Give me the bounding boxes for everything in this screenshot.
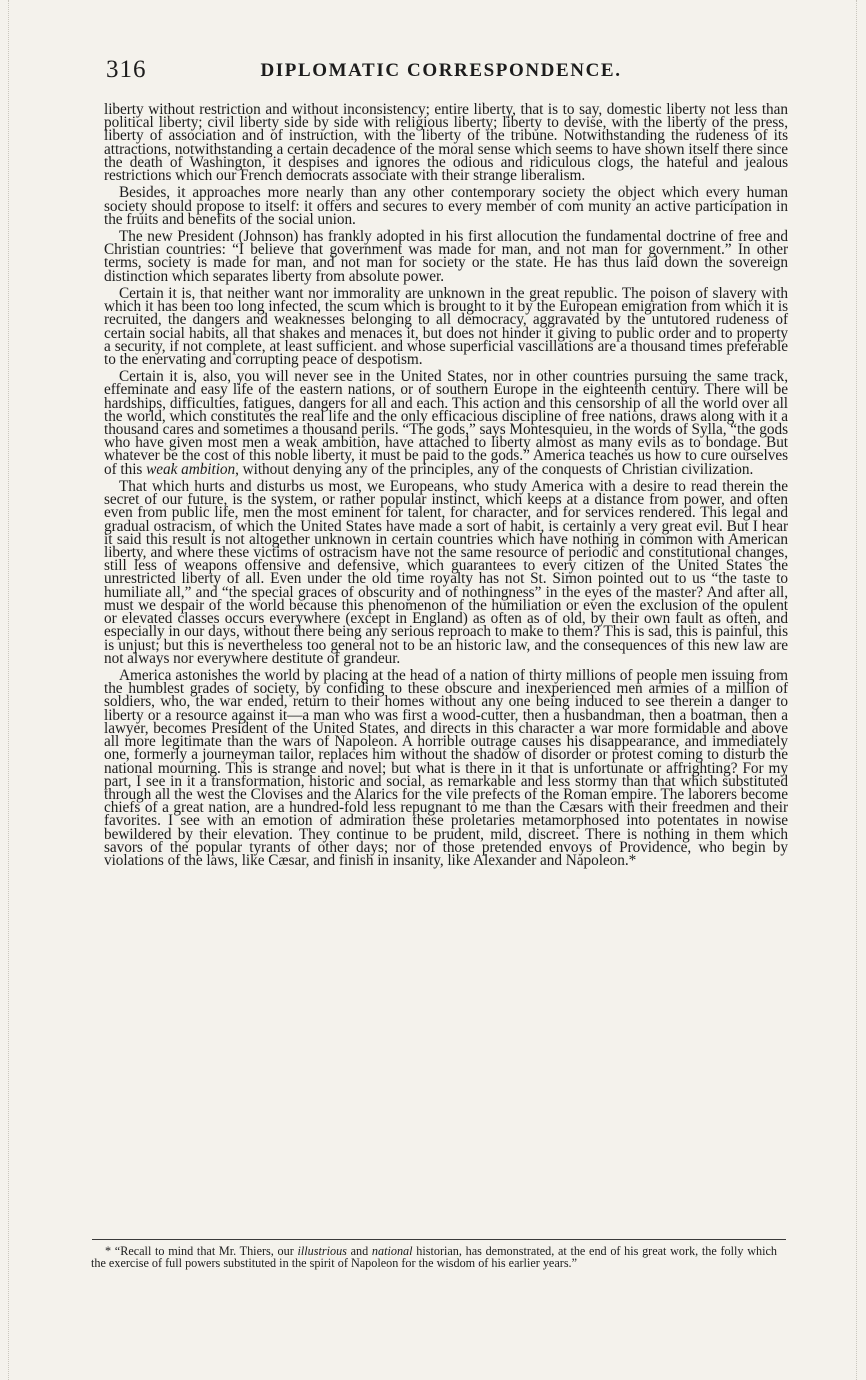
paragraph-1: liberty without restriction and without inconsistency; entire liberty, that is to say, domestic liberty not less than political liberty; civil liberty side by side with religious liberty; liberty to devise, with the liberty of the press, liberty of association and of instruction, with the liberty of the tribune. Notwithstanding the rudeness of its attractions, notwithstanding a certain decadence of the moral sense which seems to have shown itself there since the death of Washington, it despises and ignores the odious and ridiculous clogs, the hateful and jealous restrictions which our French democrats associate with their strange liberalism. xyxy=(104,101,788,185)
body-text xyxy=(104,101,789,870)
page-edge-right xyxy=(856,0,857,1380)
emphasis-weak-ambition: weak ambition xyxy=(146,460,236,478)
paragraph-2: Besides, it approaches more nearly than any other contemporary society the object which every human society should propose to itself: it offers and secures to every member of com munity an active participation in the fruits and benefits of the social union. xyxy=(104,184,788,228)
footnote-divider xyxy=(92,1239,786,1240)
footnote-emphasis-national: national xyxy=(371,1244,413,1258)
footnote xyxy=(91,1246,777,1269)
footnote-emphasis-illustrious: illustrious xyxy=(297,1244,347,1258)
footnote-text-a: * “Recall to mind that Mr. Thiers, our xyxy=(105,1244,298,1258)
paragraph-5-text-a: Certain it is, also, you will never see in the United States, nor in other countries pursuing the same track, effeminate and easy life of the eastern nations, or of southern Europe in the eighteenth century. There will be hardships, difficulties, fatigues, dangers for all and each. This action and this censorship of all the world over all the world, which constitutes the real life and the only efficacious discipline of free nations, draws along with it a thousand cares and sometimes a thousand perils. “The gods,” says Montesquieu, in the words of Sylla, “the gods who have given most men a weak ambition, have attached to liberty almost as many evils as to bondage. But whatever be the cost of this noble liberty, it must be paid to the gods.” America teaches us how to cure ourselves of this xyxy=(104,368,789,478)
running-title: DIPLOMATIC CORRESPONDENCE. xyxy=(260,60,622,81)
paragraph-7: America astonishes the world by placing at the head of a nation of thirty millions of people men issuing from the humblest grades of society, by confiding to these obscure and inexperienced men armies of a million of soldiers, who, the war ended, return to their homes without any one being induced to see therein a danger to liberty or a resource against it—a man who was first a wood-cutter, then a husbandman, then a boatman, then a lawyer, becomes President of the United States, and directs in this character a war more formidable and above all more legitimate than the wars of Napoleon. A horrible outrage causes his disappearance, and immediately one, formerly a journeyman tailor, replaces him without the shadow of disorder or protest coming to disturb the national mourning. This is strange and novel; but what is there in it that is unfortunate or affrighting? For my part, I see in it a transformation, historic and social, as remarkable and less stormy than that which substituted through all the west the Clovises and the Alarics for the vile prefects of the Roman empire. The laborers become chiefs of a great nation, are a hundred-fold less repugnant to me than the Cæsars with their freedmen and their favorites. I see with an emotion of admiration these proletaries metamorphosed into potentates in nowise bewildered by their elevation. They continue to be prudent, mild, discreet. There is nothing in them which savors of the popular tyrants of other days; nor of those pretended envoys of Providence, who begin by violations of the laws, like Cæsar, and finish in insanity, like Alexander and Napoleon.* xyxy=(104,666,788,870)
paragraph-5 xyxy=(104,370,788,476)
footnote-text-b: and xyxy=(346,1244,372,1258)
paragraph-3: The new President (Johnson) has frankly adopted in his first allocution the fundamental doctrine of free and Christian countries: “I believe that government was made for man, and not man for government.” In other terms, society is made for man, and not man for society or the state. He has thus laid down the sovereign distinction which separates liberty from absolute power. xyxy=(104,227,788,285)
footnote-text-c: historian, has demonstrated, at the end of his great work, the folly which the exercise of full powers substituted in the spirit of Napoleon for the wisdom of his earlier years.” xyxy=(91,1244,777,1270)
paragraph-5-text-b: , without denying any of the principles, any of the conquests of Christian civilization. xyxy=(235,460,754,478)
page-header xyxy=(106,56,776,90)
page-number: 316 xyxy=(106,56,147,83)
paragraph-4: Certain it is, that neither want nor immorality are unknown in the great republic. The poison of slavery with which it has been too long infected, the scum which is brought to it by the European emigration from which it is recruited, the dangers and weaknesses belonging to all democracy, aggravated by the untutored rudeness of certain social habits, all that shakes and menaces it, but does not hinder it giving to public order and to property a security, if not complete, at least sufficient. and whose superficial vascillations are a thousand times preferable to the enervating and corrupting peace of despotism. xyxy=(104,284,788,368)
paragraph-6: That which hurts and disturbs us most, we Europeans, who study America with a desire to read therein the secret of our future, is the system, or rather popular instinct, which keeps at a distance from power, and often even from public life, men the most eminent for talent, for character, and for services rendered. This legal and gradual ostracism, of which the United States have made a sort of habit, is certainly a very great evil. But I hear it said this result is not altogether unknown in certain countries which have nothing in common with American liberty, and where these victims of ostracism have not the same resource of periodic and constitutional changes, still less of weapons offensive and defensive, which guarantees to every citizen of the United States the unrestricted liberty of all. Even under the old time royalty has not St. Simon pointed out to us “the taste to humiliate all,” and “the special graces of obscurity and of nothingness” in the eyes of the master? And after all, must we despair of the world because this phenomenon of the humiliation or even the exclusion of the opulent or elevated classes occurs everywhere (except in England) as often as of old, by their own fault as often, and especially in our days, without there being any serious reproach to make to them? This is sad, this is painful, this is unjust; but this is nevertheless too general not to be an historic law, and the consequences of this new law are not always nor everywhere destitute of grandeur. xyxy=(104,477,788,667)
page-edge-left xyxy=(8,0,9,1380)
